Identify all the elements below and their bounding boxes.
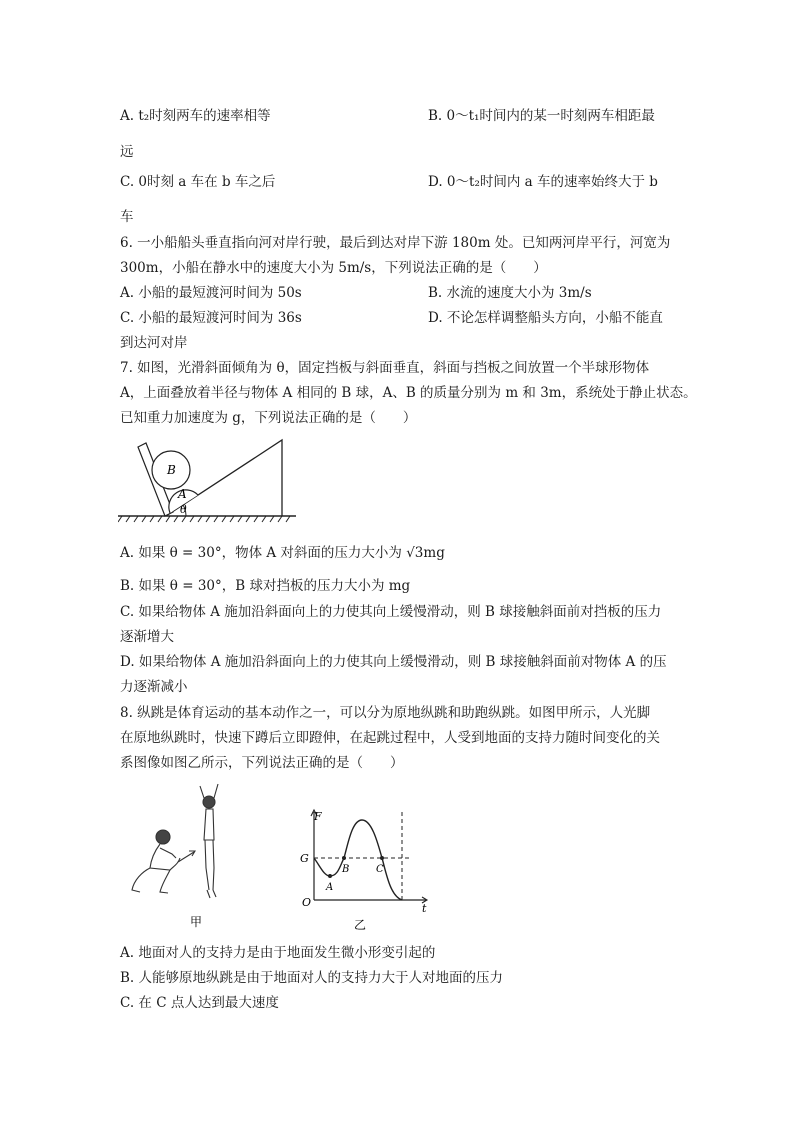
label-point-c: C [376,864,384,875]
point-b [342,856,346,860]
label-f: F [314,810,322,823]
q8-stem-line3: 系图像如图乙所示，下列说法正确的是（ ） [120,755,404,771]
jump-head [203,796,215,808]
squat-head [156,830,170,844]
label-g: G [300,852,309,865]
label-t: t [422,902,427,915]
motion-arrow [178,852,194,862]
q6-stem-line2: 300m，小船在静水中的速度大小为 5m/s，下列说法正确的是（ ） [120,260,547,276]
q7-option-c-line2: 逐渐增大 [120,629,174,645]
ground-hatch [118,516,290,522]
q7-stem-line1: 7. 如图，光滑斜面倾角为 θ，固定挡板与斜面垂直，斜面与挡板之间放置一个半球形物体 [120,360,650,376]
q5-option-c: C. 0时刻 a 车在 b 车之后 [120,174,276,190]
label-point-a: A [326,882,334,893]
label-theta: θ [180,503,187,516]
label-b: B [167,463,176,477]
point-c [380,856,384,860]
q7-stem-line3: 已知重力加速度为 g，下列说法正确的是（ ） [120,410,417,426]
q5-option-a: A. t₂时刻两车的速率相等 [120,108,271,124]
label-point-b: B [342,864,350,875]
fig-yi-label: 乙 [354,918,367,932]
q8-stem-line2: 在原地纵跳时，快速下蹲后立即蹬伸，在起跳过程中，人受到地面的支持力随时间变化的关 [120,730,660,746]
q8-option-c: C. 在 C 点人达到最大速度 [120,995,279,1011]
q6-option-d-continued: 到达河对岸 [120,335,188,351]
jump-legs [205,840,214,890]
label-o: O [302,896,312,909]
jump-torso [204,809,214,840]
q7-option-d-line2: 力逐渐减小 [120,679,188,695]
q7-option-b: B. 如果 θ = 30°，B 球对挡板的压力大小为 mg [120,578,411,594]
point-a [328,874,332,878]
jump-feet [207,890,216,898]
q8-option-a: A. 地面对人的支持力是由于地面发生微小形变引起的 [120,945,436,961]
q8-figure-yi-graph [290,806,438,932]
label-a: A [178,487,187,501]
q5-option-b-continued: 远 [120,144,134,160]
q7-option-a: A. 如果 θ = 30°，物体 A 对斜面的压力大小为 √3mg [120,545,445,561]
q8-figure-jia-person [118,780,248,930]
q5-option-b: B. 0～t₁时间内的某一时刻两车相距最 [428,108,655,124]
q6-option-b: B. 水流的速度大小为 3m/s [428,285,592,301]
q8-stem-line1: 8. 纵跳是体育运动的基本动作之一，可以分为原地纵跳和助跑纵跳。如图甲所示，人光脚 [120,705,651,721]
q7-option-d-line1: D. 如果给物体 A 施加沿斜面向上的力使其向上缓慢滑动，则 B 球接触斜面前对物体 A 的压 [120,654,667,670]
q7-stem-line2: A，上面叠放着半径与物体 A 相同的 B 球，A、B 的质量分别为 m 和 3m，系统处于静止状态。 [120,385,697,401]
q5-option-d: D. 0～t₂时间内 a 车的速率始终大于 b [428,174,658,190]
squat-front-leg [160,870,170,893]
q6-option-a: A. 小船的最短渡河时间为 50s [120,285,302,301]
q5-option-d-continued: 车 [120,209,134,225]
q7-incline-figure [118,436,300,528]
q6-option-c: C. 小船的最短渡河时间为 36s [120,310,302,326]
q8-option-b: B. 人能够原地纵跳是由于地面对人的支持力大于人对地面的压力 [120,970,504,986]
squat-back-leg [132,868,150,892]
q7-option-c-line1: C. 如果给物体 A 施加沿斜面向上的力使其向上缓慢滑动，则 B 球接触斜面前对挡板的压力 [120,604,662,620]
q6-stem-line1: 6. 一小船船头垂直指向河对岸行驶，最后到达对岸下游 180m 处。已知两河岸平行，河宽为 [120,235,671,251]
fig-jia-label: 甲 [190,915,203,929]
squat-arm [160,848,176,858]
q6-option-d: D. 不论怎样调整船头方向，小船不能直 [428,310,663,326]
